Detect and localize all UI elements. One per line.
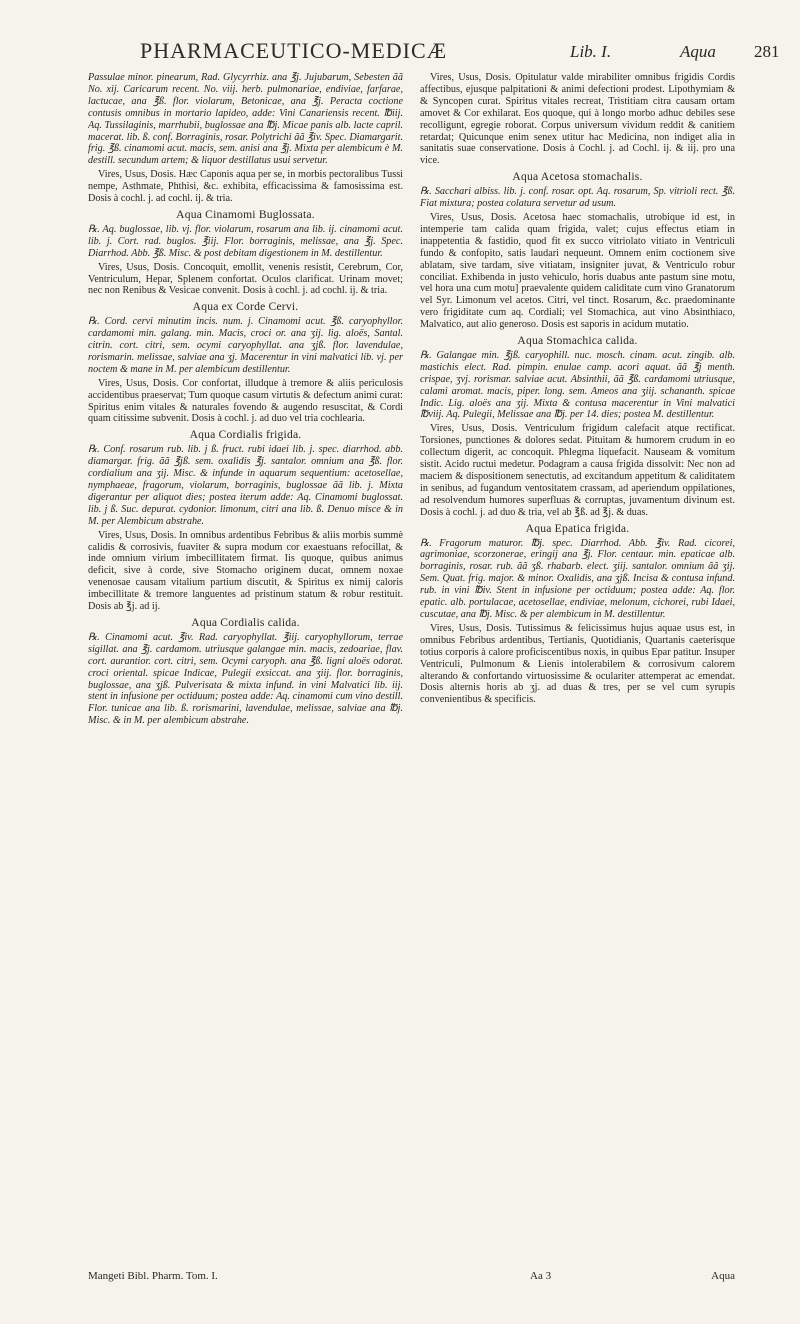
recipe-virtues: Vires, Usus, Dosis. Hæc Caponis aqua per se, in morbis pectoralibus Tussi nempe, Asthmate, Phthisi, &c. exhibita, efficacissima & famosissima est. Dosis à cochl. j. ad cochl. ij. & tria.: [88, 169, 403, 205]
right-column: [420, 72, 735, 1262]
recipe-prescription: ℞. Conf. rosarum rub. lib. j ß. fruct. rubi idaei lib. j. spec. diarrhod. abb. diamargar. frig. ãã ℥jß. sem. oxalidis ℥j. santalor. omnium ana ℥ß. flor. cordialium ana ʒij. Misc. & infunde in aquarum sequentium: acetosellae, nymphaeae, fragorum, violarum, borraginis, buglossae ãã lib. j. Mixta digerantur per aliquot dies; postea iterum adde: Aq. Cinamomi buglossat. lib. j ß. Suc. depurat. cydonior. limonum, citri ana lib. ß. Denuo misce & in M. per Alembicum abstrahe.: [88, 444, 403, 527]
recipe-virtues: Vires, Usus, Dosis. Ventriculum frigidum calefacit atque rectificat. Torsiones, punctiones & dolores sedat. Pituitam & humorem crudum in eo collectum digerit, ac concoquit. Phlegma liquefacit. Nauseam & vomitum sistit. Acido ructui medetur. Podagram a causa frigida dissolvit: Nec non ad maciem & dispositionem senectutis, ad excitandum appetitum & caliditatem in senibus, ad fugandum ventositatem crassam, ad aperiendum oppilationes, ad resolvendum humores superfluas & corruptas, juvamentum divinum est. Dosis à cochl. j. ad duo & tria, vel ab ℥ß. ad ℥j. & duas.: [420, 423, 735, 518]
recipe-prescription: ℞. Cord. cervi minutim incis. num. j. Cinamomi acut. ℥ß. caryophyllor. cardamomi min. galang. min. Macis, croci or. ana ʒij. lig. aloës, Santal. citrin. cort. citri, sem. ocymi caryophyllat. ana ʒjß. flor. lavendulae, rorismarin. melissae, salviae ana ʒj. Macerentur in vini malvatici lib. vj. per noctem & mane in M. per alembicum destillentur.: [88, 316, 403, 375]
recipe-heading: Aqua Cinamomi Buglossata.: [176, 207, 315, 221]
recipe-prescription: ℞. Fragorum maturor. ℔j. spec. Diarrhod. Abb. ℥iv. Rad. cicorei, agrimoniae, scorzonerae, eringij ana ℥j. Flor. centaur. min. epaticae alb. borraginis, rosar. rub. ãã ʒß. rhabarb. elect. ʒiij. santalor. omnium ãã ʒij. Sem. Quat. frig. major. & minor. Oxalidis, ana ʒjß. Incisa & contusa infund. rub. in vini ℔iv. Stent in infusione per octiduum; postea adde: Aq. flor. epatic. alb. portulacae, acetosellae, endiviae, melonum, cichorei, rubi Idaei, cuscutae, ana ℔j. Misc. & per alembicum in M. destillentur.: [420, 537, 735, 620]
footer-imprint: Mangeti Bibl. Pharm. Tom. I.: [88, 1270, 218, 1282]
recipe-heading: Aqua Cordialis frigida.: [189, 428, 302, 442]
recipe-prescription: ℞. Galangae min. ℥jß. caryophill. nuc. mosch. cinam. acut. zingib. alb. mastichis elect. Rad. pimpin. enulae camp. acori aquat. ãã ℥j menth. crispae, ʒvj. rorismar. salviae acut. Absinthii, ãã ℥ß. cardamomi utriusque, calami aromat. macis, piper. long. sem. Ameos ana ʒiij. schananth. spicae Indic. Lig. aloës ana ʒij. Mixta & contusa macerentur in Vini malvatici ℔viij. Aq. Pulegii, Melissae ana ℔j. per 14. dies; postea M. destillentur.: [420, 349, 735, 421]
signature-mark: Aa 3: [530, 1270, 552, 1282]
recipe-heading: Aqua Cordialis calida.: [191, 615, 300, 629]
recipe-prescription: Passulae minor. pinearum, Rad. Glycyrrhiz. ana ℥j. Jujubarum, Sebesten ãã No. xij. Caricarum recent. No. viij. herb. pulmonariae, endiviae, farfarae, lactucae, ana ℥ß. flor. violarum, Betonicae, ana ℥j. Peracta coctione contusis omnibus in mortario lapideo, adde: Vini Canariensis recent. ℔iij. Aq. Tussilaginis, marrhubii, buglossae ana ℔j. Micae panis alb. lacte capril. macerat. lib. ß. conf. Borraginis, rosar. Polytrichi ãã ℥iv. Spec. Diamargarit. frig. ℥ß. cinamomi acut. macis, sem. anisi ana ℥j. Mixta per alembicum è M. destill. secundum artem; & liquor destillatus usui servetur.: [88, 72, 403, 167]
header-title: PHARMACEUTICO-MEDICÆ: [140, 38, 448, 63]
recipe-prescription: ℞. Aq. buglossae, lib. vj. flor. violarum, rosarum ana lib. ij. cinamomi acut. lib. j. Cort. rad. buglos. ℥iij. Flor. borraginis, melissae, ana ℥j. Spec. Diarrhod. Abb. ℥ß. Misc. & post debitam digestionem in M. destillentur.: [88, 223, 403, 259]
recipe-heading: Aqua Acetosa stomachalis.: [512, 170, 643, 184]
recipe-heading: Aqua Epatica frigida.: [525, 521, 630, 535]
left-column: [88, 72, 403, 1262]
recipe-prescription: ℞. Cinamomi acut. ℥iv. Rad. caryophyllat. ℥iij. caryophyllorum, terrae sigillat. ana ℥j. cardamom. utriusque galangae min. macis, zedoariae, flav. cort. aurantior. cort. citri, sem. Ocymi caryoph. ana ℥ß. ligni aloës odorat. croci oriental. spicae Indicae, Pulegii exsiccat. ana ʒiij. flor. borraginis, buglossae, ana ʒjß. Pulverisata & mixta infund. in vini Malvatici lib. iij. stent in infusione per octiduum; postea adde: Aq. cinamomi cum vino destill. Flor. tunicae ana lib. ß. rorismarini, lavendulae, melissae, salviae ana ℔j. Misc. & in M. per alembicum abstrahe.: [88, 631, 403, 727]
recipe-virtues: Vires, Usus, Dosis. Cor confortat, illudque à tremore & aliis periculosis accidentibus praeservat; Tum quoque casum virtutis & defectum animi curat: Spiritus enim vitales & naturales fovendo & augendo resuscitat, & Cordi quam citissime subvenit. Dosis à cochl. j. ad duo vel tria cochlearia.: [88, 377, 403, 425]
header-section: Aqua: [680, 42, 716, 61]
recipe-virtues: Vires, Usus, Dosis. Concoquit, emollit, venenis resistit, Cerebrum, Cor, Ventriculum, Hepar, Splenem confortat. Oculos clarificat. Urinam movet; nec non Renibus & Vesicae convenit. Dosis à cochl. j. ad cochl. ij. & tria.: [88, 261, 403, 297]
page-number: 281: [754, 42, 780, 61]
header-book: Lib. I.: [570, 42, 612, 61]
footer-right: [420, 1270, 735, 1284]
running-header: [140, 38, 800, 68]
recipe-heading: Aqua Stomachica calida.: [517, 334, 638, 348]
recipe-virtues: Vires, Usus, Dosis. Acetosa haec stomachalis, utrobique id est, in intemperie tam calida quam frigida, valet; cujus effectus etiam in inappetentia & fastidio, quod fit ex succo vitriolato vitiato in Ventriculi fundo & confopito, satis laudari nequeunt. Omnem enim coctionem sive ablatam, sive tardam, sive vitiatam, insigniter juvat, & Ventriculo robur conciliat. Exhibenda in justo vehiculo, horis duabus ante pastum sine motu, vel hora una cum motu] praevalente quidem caliditate cum vino Granatorum vel Syr. Limonum vel acetos. Citri, vel tinct. Rosarum, &c. praedominante vero frigiditate cum aq. Cordiali; vel Stomachica, aut vino Absinthiaco, Malvatico, aut alio generoso. Dosis est saporis in acidum mutatio.: [420, 211, 735, 331]
recipe-virtues: Vires, Usus, Dosis. In omnibus ardentibus Febribus & aliis morbis summè calidis & corrosivis, fuaviter & supra modum cor exaestuans refocillat, & inde omnium virium imbecillitatem firmat. Iis quoque, quibus animus deficit, sive à corde, sive Stomacho originem ducat, omnem noxae venenosae causam vitalium partium discutit, & Spiritus ex nimij caloris imbecillitate & tremore languentes ad pristinum statum & robur restituit. Dosis ab ℥j. ad ij.: [88, 529, 403, 613]
recipe-heading: Aqua ex Corde Cervi.: [192, 300, 299, 314]
catchword: Aqua: [711, 1270, 735, 1282]
recipe-prescription: ℞. Sacchari albiss. lib. j. conf. rosar. opt. Aq. rosarum, Sp. vitrioli rect. ℥ß. Fiat mixtura; postea colatura servetur ad usum.: [420, 186, 735, 210]
recipe-virtues: Vires, Usus, Dosis. Tutissimus & felicissimus hujus aquae usus est, in omnibus Febribus ardentibus, Tertianis, Quotidianis, Quartanis caeterisque totius corporis à calore proficiscentibus noxis, in quibus Epar patitur. Insuper Ventriculi, Pulmonum & Lienis intolerabilem & corrosivum calorem alterando & confortando virtuosissime & oculariter attemperat ac emendat. Dosis alternis horis ab ʒj. ad duas & tres, per se vel cum syrupis convenientibus & specificis.: [420, 622, 735, 706]
recipe-virtues: Vires, Usus, Dosis. Opitulatur valde mirabiliter omnibus frigidis Cordis affectibus, ejusque palpitationi & animi defectioni prodest. Lipothymiam & & Syncopen curat. Spiritus vitales recreat, Tristitiam citra causam ortam amovet & Cor exhilarat. Eos quoque, qui à longo morbo adhuc debiles sese recolligunt, egregie roborat. Corpus universum vividum reddit & canitiem retardat; Quicunque enim senex utitur hac Medicina, non indiget alia in sanitatis suae conservatione. Dosis à Cochl. j. ad Cochl. ij. & iij. pro una vice.: [420, 72, 735, 167]
